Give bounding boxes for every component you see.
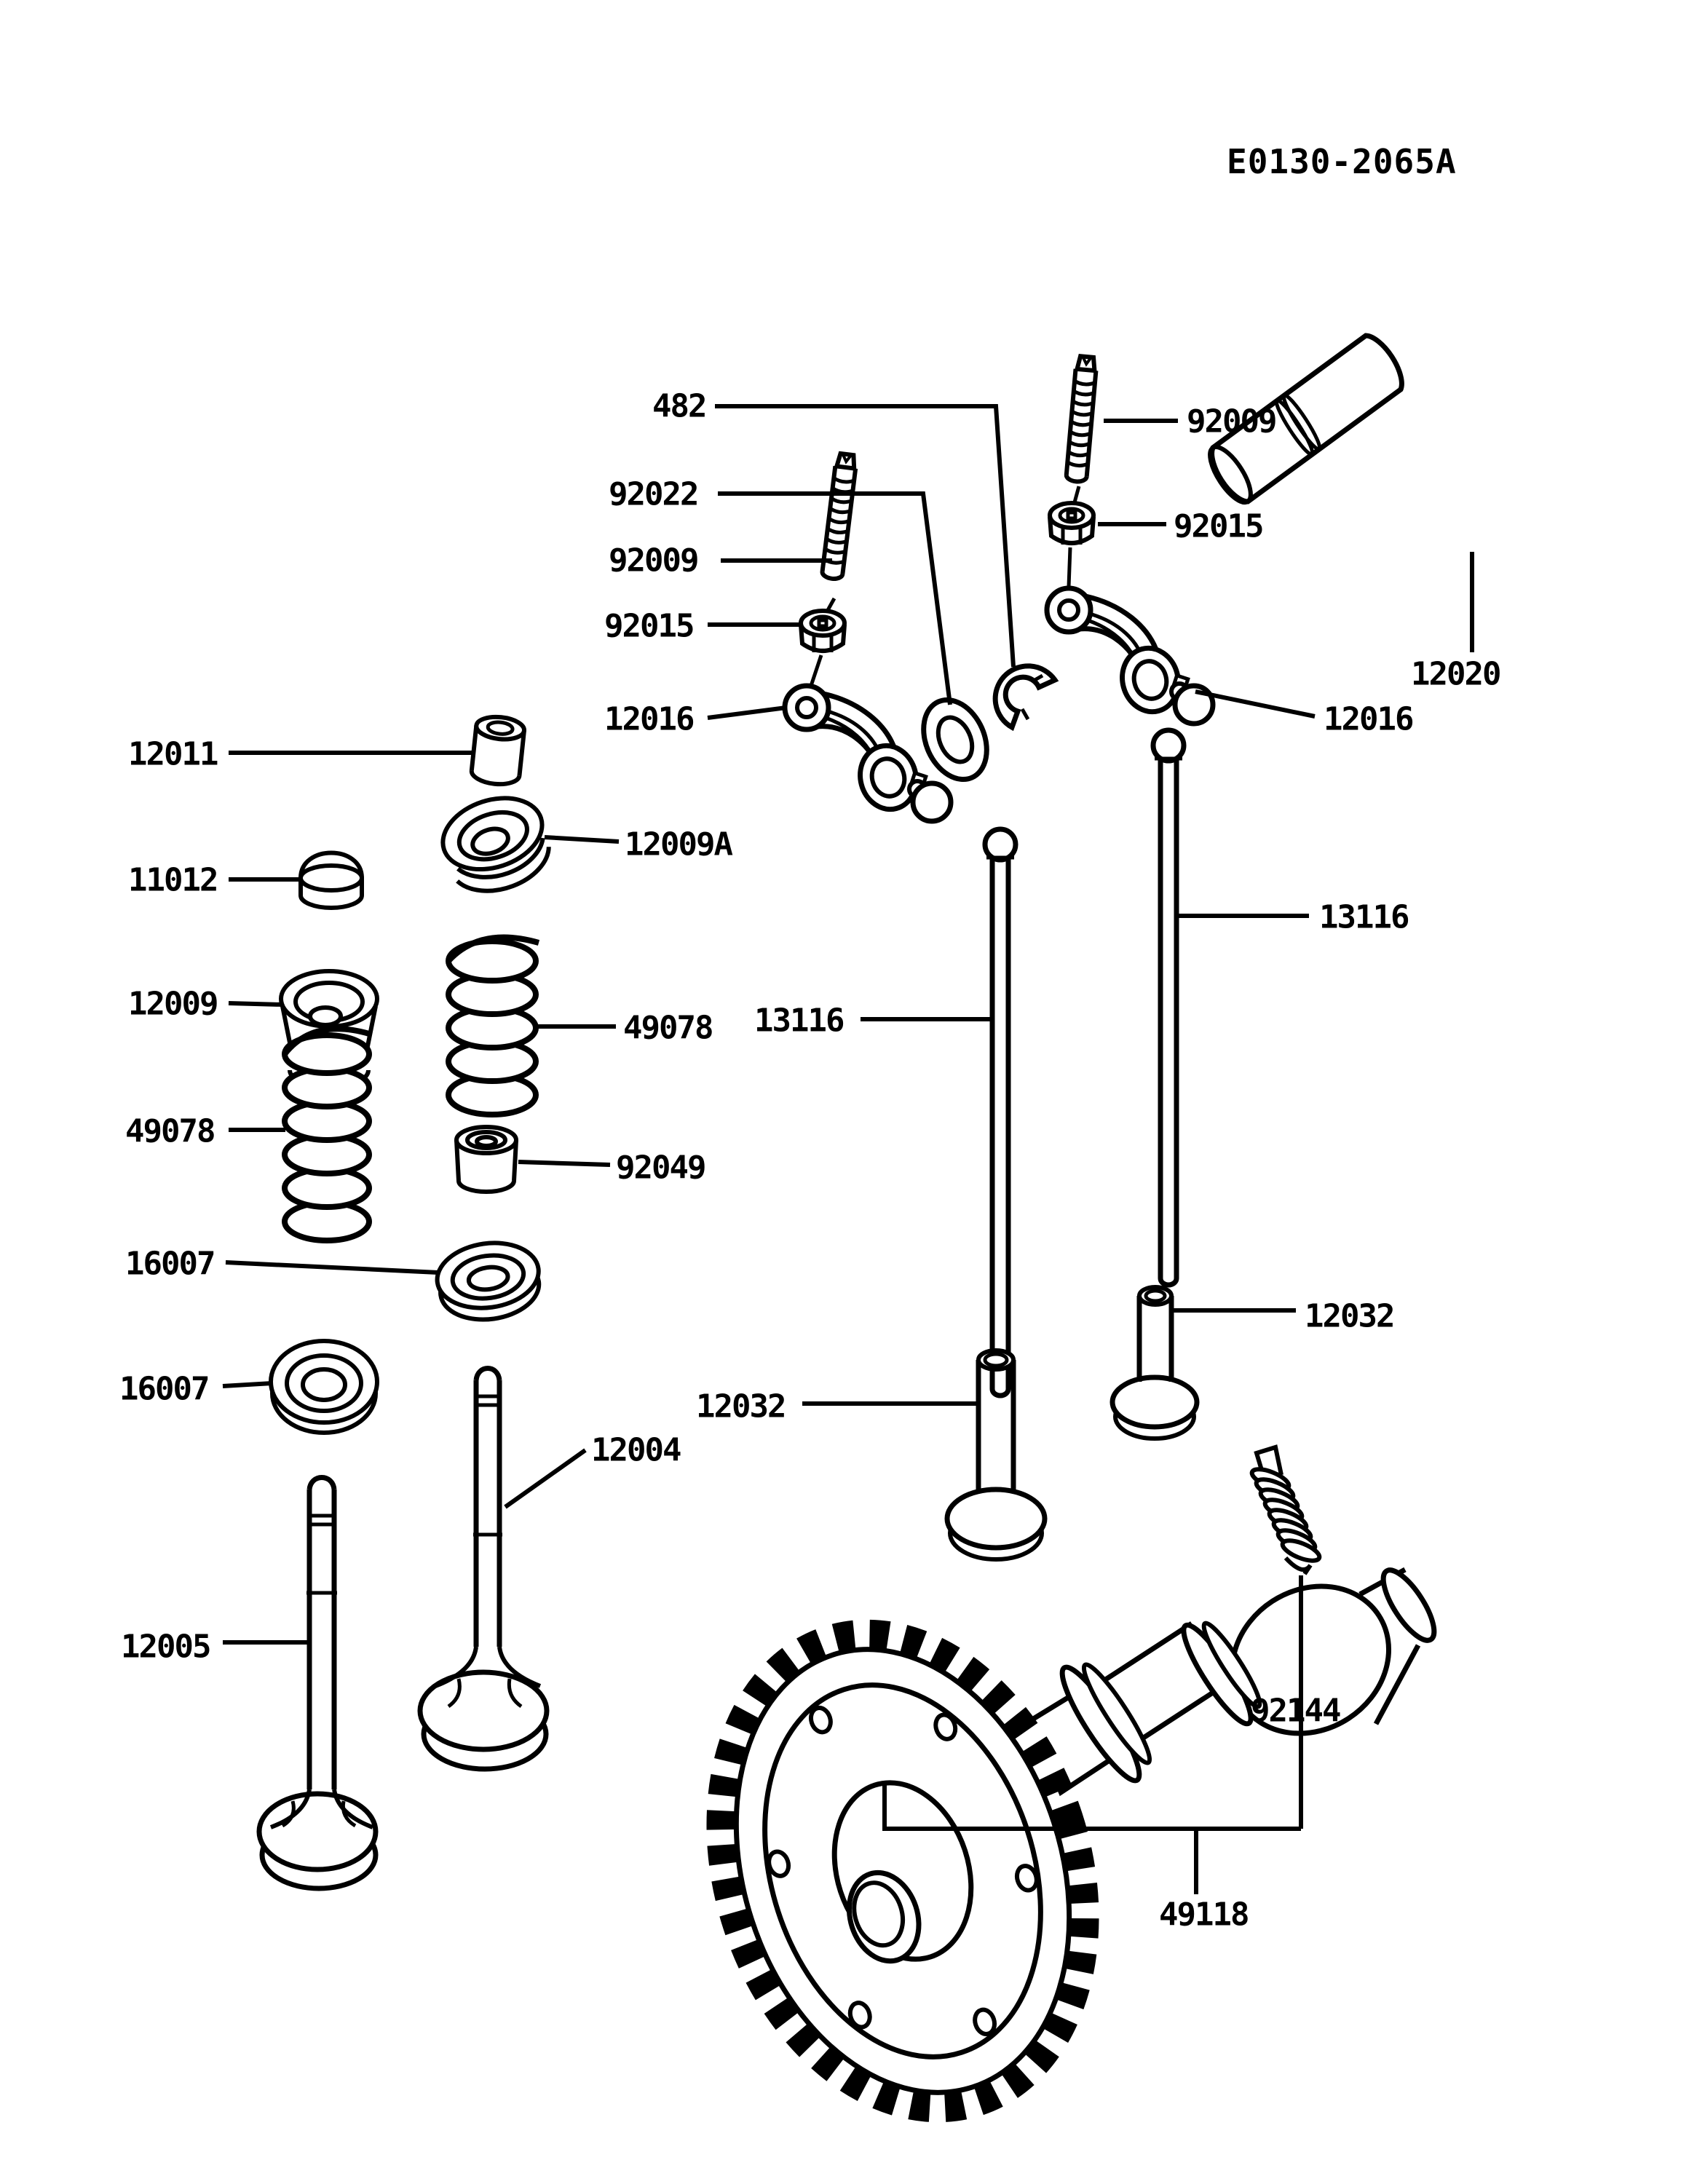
part-label-49078-left: 49078 [125, 1112, 215, 1150]
part-label-13116-right: 13116 [1319, 898, 1409, 936]
part-label-92144: 92144 [1251, 1692, 1340, 1730]
intake-valve-12004 [420, 1369, 547, 1770]
part-label-49078-right: 49078 [623, 1009, 713, 1047]
e-clip-482 [995, 666, 1055, 727]
rocker-arm-left [785, 686, 951, 821]
part-label-92015-left: 92015 [604, 607, 694, 645]
spring-retainer-12009A [434, 786, 558, 903]
drawing-number-title: E0130-2065A [1227, 142, 1457, 181]
part-label-49118: 49118 [1159, 1896, 1249, 1934]
part-label-12032-left: 12032 [696, 1388, 786, 1425]
valve-spring-49078-right [448, 938, 539, 1115]
part-label-12005: 12005 [121, 1628, 210, 1666]
part-label-12016-left: 12016 [604, 700, 694, 738]
spring-seat-16007-upper [433, 1237, 545, 1326]
part-label-92015-right: 92015 [1174, 507, 1263, 545]
part-label-482: 482 [652, 387, 706, 425]
part-label-12009: 12009 [128, 985, 218, 1023]
spring-seat-16007-lower [271, 1341, 377, 1433]
part-label-92049: 92049 [616, 1149, 705, 1187]
part-label-16007-upper: 16007 [125, 1245, 215, 1283]
tappet-12032-left [947, 1350, 1045, 1559]
part-label-12020: 12020 [1411, 655, 1500, 693]
valve-guide-bushing-12011 [470, 715, 525, 786]
governor-spring-92144 [1249, 1447, 1322, 1574]
part-label-16007-lower: 16007 [119, 1370, 209, 1408]
valve-cap-11012 [301, 853, 362, 909]
rocker-arm-right [1047, 588, 1213, 724]
part-label-92022: 92022 [609, 475, 698, 513]
part-label-12004: 12004 [591, 1431, 681, 1469]
part-label-92009-left: 92009 [609, 542, 698, 579]
part-label-12016-right: 12016 [1324, 700, 1413, 738]
stud-nut-axis-line-right [1075, 486, 1079, 502]
nut-92015-left [801, 611, 844, 652]
valve-spring-49078-left [285, 1029, 369, 1241]
valve-stem-seal-92049 [456, 1127, 516, 1192]
exhaust-valve-12005 [259, 1478, 376, 1889]
nut-rocker-axis-line-right [1069, 547, 1070, 587]
part-label-13116-left: 13116 [754, 1002, 844, 1040]
nut-92015-right [1050, 503, 1093, 545]
part-label-92009-right: 92009 [1187, 403, 1276, 440]
part-label-12009A: 12009A [625, 826, 732, 863]
pushrod-13116-right [1153, 730, 1184, 1285]
part-label-11012: 11012 [128, 861, 218, 899]
stud-92009-right [1065, 356, 1098, 483]
part-label-12032-right: 12032 [1305, 1297, 1394, 1335]
part-label-12011: 12011 [128, 735, 218, 773]
pushrod-13116-left [985, 829, 1016, 1396]
